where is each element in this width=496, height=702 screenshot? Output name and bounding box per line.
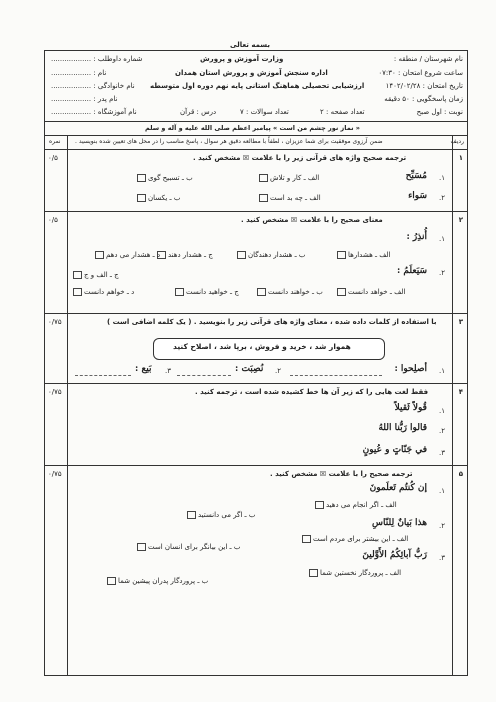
question-score: ۰/۵ bbox=[48, 154, 58, 162]
quran-word: نُصِبَت : bbox=[235, 364, 264, 374]
checkbox[interactable] bbox=[137, 174, 146, 182]
start-time: ساعت شروع امتحان : ۰۷:۳۰ bbox=[378, 69, 463, 77]
checkbox[interactable] bbox=[187, 511, 196, 519]
option-b[interactable]: ب ـ پروردگار پدران پیشین شما bbox=[105, 577, 208, 585]
option-a[interactable]: الف ـ اگر انجام می دهید bbox=[313, 501, 397, 509]
option-a[interactable]: الف ـ پروردگار نخستین شما bbox=[307, 569, 401, 577]
option-d[interactable]: د ـ خواهم دانست bbox=[71, 288, 134, 296]
checkbox[interactable] bbox=[73, 271, 82, 279]
seat-number-label: شماره داوطلب : .................. bbox=[51, 55, 143, 63]
checkbox[interactable] bbox=[337, 251, 346, 259]
question-score: ۰/۷۵ bbox=[48, 388, 62, 396]
item-number: ۲. bbox=[439, 269, 445, 277]
option-b[interactable]: ب ـ تسبیح گوی bbox=[135, 174, 193, 182]
office-name: اداره سنجش آموزش و پرورش استان همدان bbox=[175, 69, 328, 77]
item-number: ۳. bbox=[439, 554, 445, 562]
item-number: ۱. bbox=[439, 174, 445, 182]
province-label: نام شهرستان / منطقه : bbox=[393, 55, 463, 63]
checkbox[interactable] bbox=[237, 251, 246, 259]
quran-word: أُنذِرُ : bbox=[406, 232, 427, 242]
divider bbox=[45, 135, 467, 136]
option-b[interactable]: ب ـ یکسان bbox=[135, 194, 180, 202]
bismillah: بسمه تعالی bbox=[230, 41, 271, 49]
question-number: ۵ bbox=[458, 470, 463, 478]
divider bbox=[45, 121, 467, 122]
checkbox[interactable] bbox=[73, 288, 82, 296]
option-extra[interactable]: ج ـ الف و ج bbox=[71, 271, 119, 279]
exam-paper bbox=[44, 41, 468, 676]
option-c[interactable]: ج ـ هشدار دهند bbox=[155, 251, 213, 259]
option-b[interactable]: ب ـ اگر می دانستید bbox=[185, 511, 255, 519]
quran-word: قُولاً ثَقیلاً bbox=[394, 403, 427, 413]
exam-shift: نوبت : اول صبح bbox=[416, 108, 463, 116]
option-a[interactable]: الف ـ کار و تلاش bbox=[257, 174, 319, 182]
question-score: ۰/۷۵ bbox=[48, 318, 62, 326]
question-text: معنای صحیح را با علامت ☒ مشخص کنید . bbox=[241, 216, 383, 224]
duration: زمان پاسخگویی : ۵۰ دقیقه bbox=[384, 95, 463, 103]
item-number: ۳. bbox=[439, 449, 445, 457]
quran-word: قالوا رَبُّنا اللهُ bbox=[378, 423, 427, 433]
instructions: ضمن آرزوی موفقیت برای شما عزیزان ، لطفاً با مطالعه دقیق هر سوال ، پاسخ مناسب را در محل های تعیین شده بنویسید . bbox=[75, 138, 383, 145]
answer-line[interactable] bbox=[290, 375, 382, 376]
question-score: ۰/۵ bbox=[48, 216, 58, 224]
exam-date: تاریخ امتحان : ۱۴۰۲/۰۲/۲۸ bbox=[385, 82, 463, 90]
option-b[interactable]: ب ـ هشدار دهندگان bbox=[235, 251, 305, 259]
option-a[interactable]: الف ـ چه بد است bbox=[257, 194, 321, 202]
item-number: ۲. bbox=[439, 427, 445, 435]
quran-word: بَيع : bbox=[135, 364, 152, 374]
item-number: ۱. bbox=[439, 367, 445, 375]
question-number: ۴ bbox=[458, 388, 463, 396]
subject: درس : قرآن bbox=[180, 108, 217, 116]
option-b[interactable]: ب ـ این بیانگر برای انسان است bbox=[135, 543, 240, 551]
quran-word: رَبُّ آبائِکُمُ الأَوَّلینَ bbox=[362, 550, 427, 560]
question-number: ۲ bbox=[458, 216, 463, 224]
divider bbox=[45, 383, 467, 384]
checkbox[interactable] bbox=[137, 543, 146, 551]
word-bank: هموار شد ، خرید و فروش ، برپا شد ، اصلاح کنید bbox=[173, 342, 351, 351]
checkbox[interactable] bbox=[95, 251, 104, 259]
question-score: ۰/۷۵ bbox=[48, 470, 62, 478]
answer-line[interactable] bbox=[177, 375, 231, 376]
item-number: ۲. bbox=[275, 367, 281, 375]
divider bbox=[45, 313, 467, 314]
option-a[interactable]: الف ـ این بیشتر برای مردم است bbox=[300, 535, 408, 543]
checkbox[interactable] bbox=[175, 288, 184, 296]
option-c[interactable]: ج ـ خواهید دانست bbox=[173, 288, 239, 296]
quran-word: سَیَعلَمُ : bbox=[396, 266, 427, 276]
option-b[interactable]: ب ـ خواهند دانست bbox=[255, 288, 323, 296]
checkbox[interactable] bbox=[315, 501, 324, 509]
name-label: نام : .................. bbox=[51, 69, 107, 77]
item-number: ۲. bbox=[439, 194, 445, 202]
item-number: ۲. bbox=[439, 522, 445, 530]
row-column-header: ردیف bbox=[450, 138, 464, 145]
quran-word: أصلِحوا : bbox=[394, 364, 427, 374]
option-a[interactable]: الف ـ هشدارها bbox=[335, 251, 391, 259]
quran-word: إن کُنتُم تَعلَمونَ bbox=[369, 483, 427, 493]
checkbox[interactable] bbox=[259, 174, 268, 182]
family-name-label: نام خانوادگی : .................. bbox=[51, 82, 135, 90]
option-d[interactable]: د ـ هشدار می دهم bbox=[93, 251, 160, 259]
ministry: وزارت آموزش و پرورش bbox=[200, 55, 284, 63]
question-text: فقط لغت هایی را که زیر آن ها خط کشیده شده است ، ترجمه کنید . bbox=[195, 388, 429, 396]
checkbox[interactable] bbox=[309, 569, 318, 577]
father-name-label: نام پدر : .................. bbox=[51, 95, 118, 103]
question-number: ۳ bbox=[458, 318, 463, 326]
question-text: ترجمه صحیح واژه های قرآنی زیر را با علامت ☒ مشخص کنید . bbox=[193, 154, 407, 162]
quran-word: في جَنّاتٍ و عُیونٍ bbox=[362, 445, 427, 455]
item-number: ۱. bbox=[439, 235, 445, 243]
quran-word: مُسَبِّح bbox=[405, 171, 427, 181]
divider bbox=[45, 465, 467, 466]
item-number: ۳. bbox=[165, 367, 171, 375]
checkbox[interactable] bbox=[137, 194, 146, 202]
checkbox[interactable] bbox=[107, 577, 116, 585]
item-number: ۱. bbox=[439, 487, 445, 495]
question-count: تعداد سوالات : ۷ bbox=[240, 108, 289, 116]
quran-word: هذا بَیانٌ لِلنّاسِ bbox=[372, 518, 427, 528]
item-number: ۱. bbox=[439, 407, 445, 415]
exam-title: ارزشیابی تحصیلی هماهنگ استانی پایه نهم دوره اول متوسطه bbox=[150, 82, 365, 90]
checkbox[interactable] bbox=[259, 194, 268, 202]
option-a[interactable]: الف ـ خواهد دانست bbox=[335, 288, 405, 296]
question-text: ترجمه صحیح را با علامت ☒ مشخص کنید . bbox=[270, 470, 413, 478]
divider bbox=[45, 211, 467, 212]
school-label: نام آموزشگاه : .................. bbox=[51, 108, 137, 116]
divider bbox=[45, 149, 467, 150]
question-number: ۱ bbox=[458, 154, 463, 162]
quran-word: سَواء bbox=[408, 191, 427, 201]
question-text: با استفاده از کلمات داده شده ، معنای واژه های قرآنی زیر را بنویسید . ( یک کلمه اضافی است ) bbox=[107, 318, 437, 326]
checkbox[interactable] bbox=[337, 288, 346, 296]
answer-line[interactable] bbox=[75, 375, 131, 376]
checkbox[interactable] bbox=[257, 288, 266, 296]
checkbox[interactable] bbox=[302, 535, 311, 543]
score-column-header: نمره bbox=[49, 138, 61, 145]
page-count: تعداد صفحه : ۲ bbox=[320, 108, 365, 116]
prophet-quote: « نماز نور چشم من است » پیامبر اعظم صلی الله علیه و آله و سلم bbox=[145, 124, 361, 132]
